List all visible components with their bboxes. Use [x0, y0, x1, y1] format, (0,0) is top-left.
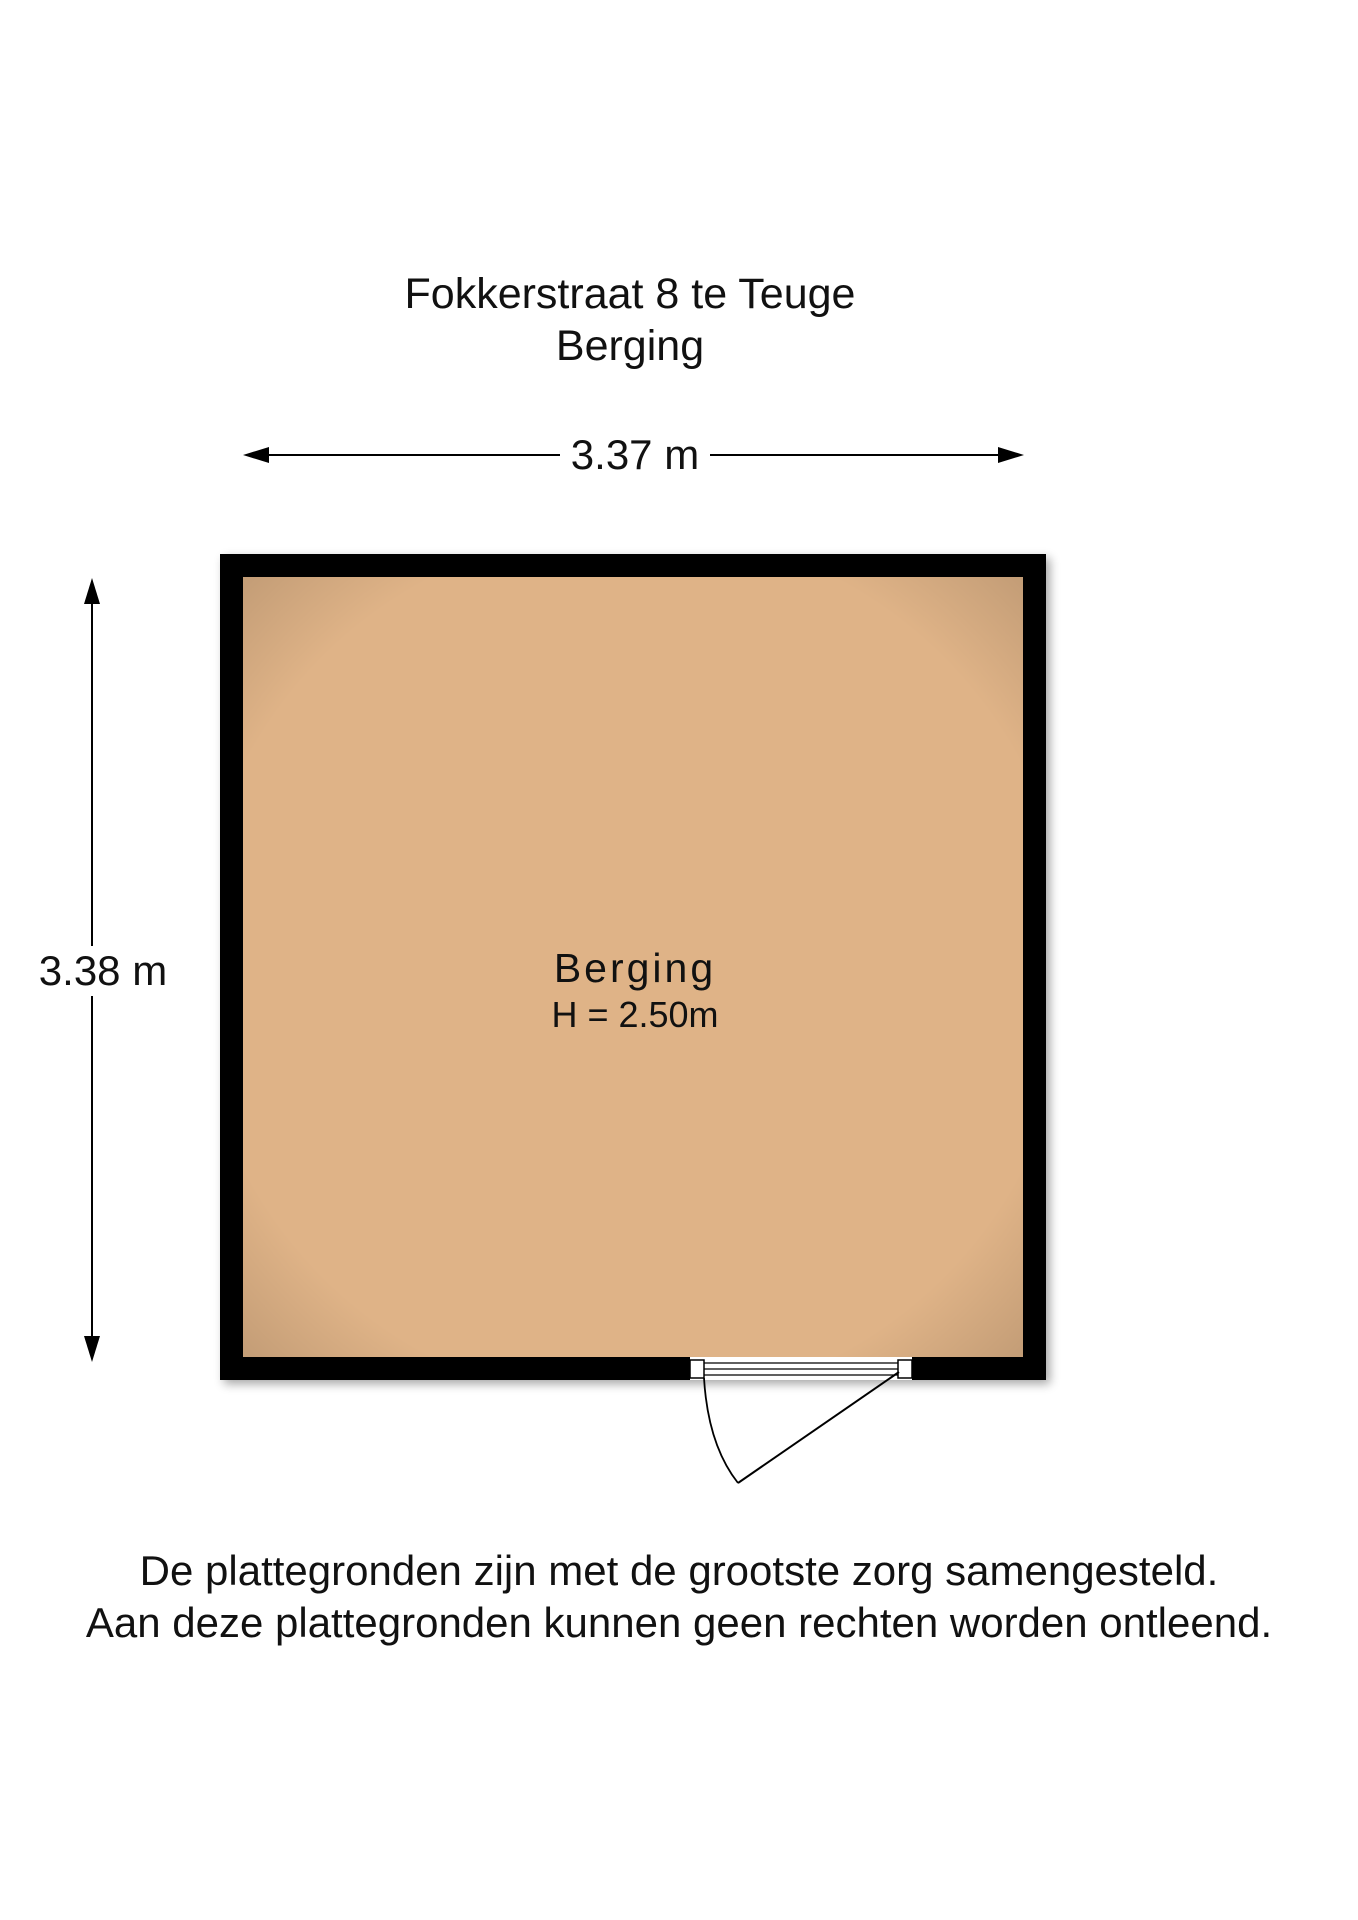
arrow-left-icon — [243, 447, 269, 463]
height-dimension-label: 3.38 m — [18, 946, 188, 996]
plan-subtitle: Berging — [555, 322, 705, 370]
disclaimer-line-2: Aan deze plattegronden kunnen geen rechten worden ontleend. — [85, 1599, 1273, 1646]
door — [690, 1357, 912, 1483]
door-swing-arc — [704, 1378, 738, 1483]
room-height-label: H = 2.50m — [551, 994, 719, 1035]
disclaimer-line-1: De plattegronden zijn met de grootste zorg samengesteld. — [139, 1547, 1219, 1594]
arrow-right-icon — [998, 447, 1024, 463]
width-dimension-label: 3.37 m — [560, 430, 710, 480]
arrow-up-icon — [84, 578, 100, 604]
arrow-down-icon — [84, 1336, 100, 1362]
door-leaf — [738, 1372, 899, 1483]
plan-title: Fokkerstraat 8 te Teuge — [404, 270, 856, 318]
room-name-label: Berging — [553, 945, 717, 991]
